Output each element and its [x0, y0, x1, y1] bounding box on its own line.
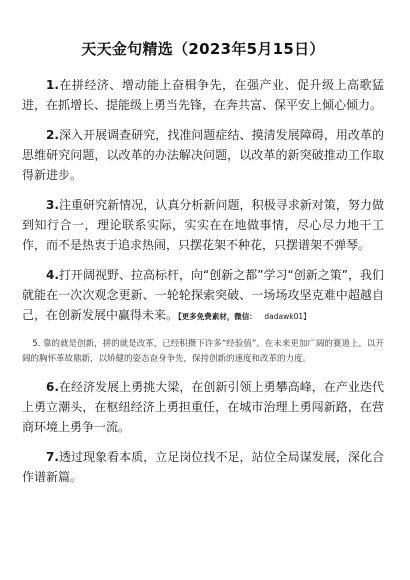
item-number: 6. [46, 380, 59, 394]
paragraph-4 [22, 265, 384, 327]
item-text: 透过现象看本质，立足岗位找不足，站位全局谋发展，深化合作谱新篇。 [22, 450, 384, 484]
item-text: 深入开展调查研究，找准问题症结、摸清发展障碍，用改革的思维研究问题，以改革的办法解决问题，以改革的新突破推动工作取得新进步。 [22, 128, 384, 182]
paragraph-5 [22, 337, 384, 367]
item-text: 在经济发展上勇挑大梁，在创新引领上勇攀高峰，在产业迭代上勇立潮头，在枢纽经济上勇担重任，在城市治理上勇闯新路，在营商环境上勇争一流。 [22, 380, 384, 434]
item-number: 3. [46, 198, 59, 212]
item-text: 靠的就是创新，拼的就是改革，已经积攒下许多“经验值”。在未来更加广阔的赛道上，以开阔的胸怀革故鼎新，以矫健的姿态奋身争先，保持创新的速度和改革的力度。 [22, 339, 384, 364]
item-number: 4. [46, 268, 59, 282]
document-title: 天天金句精选（2023年5月15日） [81, 40, 325, 58]
item-number: 5. [32, 339, 41, 349]
paragraph-7 [22, 447, 384, 487]
paragraph-3 [22, 195, 384, 255]
item-text: 在拼经济、增动能上奋楫争先，在强产业、促升级上高歌猛进，在抓增长、提能级上勇当先锋，在奔共富、保平安上倾心倾力。 [22, 78, 384, 112]
paragraph-2 [22, 125, 384, 185]
item-number: 7. [46, 450, 59, 464]
wechat-id: dadawk01】 [264, 312, 311, 321]
item-text: 打开阔视野、拉高标杆，向“创新之都”学习“创新之策”，我们就能在一次次观念更新、一轮轮探索突破、一场场攻坚克难中超越自己，在创新发展中赢得未来。 [22, 268, 384, 322]
promo-text: 【更多免费素材，微信： [178, 312, 257, 321]
item-number: 1. [46, 78, 59, 92]
paragraph-6 [22, 377, 384, 437]
item-number: 2. [46, 128, 59, 142]
item-text: 注重研究新情况，认真分析新问题，积极寻求新对策，努力做到知行合一，理论联系实际，实实在在地做事情，尽心尽力地干工作，而不是热衷于追求热闹，只摆花架不种花，只摆谱架不弹琴。 [22, 198, 384, 252]
paragraph-1 [22, 75, 384, 115]
